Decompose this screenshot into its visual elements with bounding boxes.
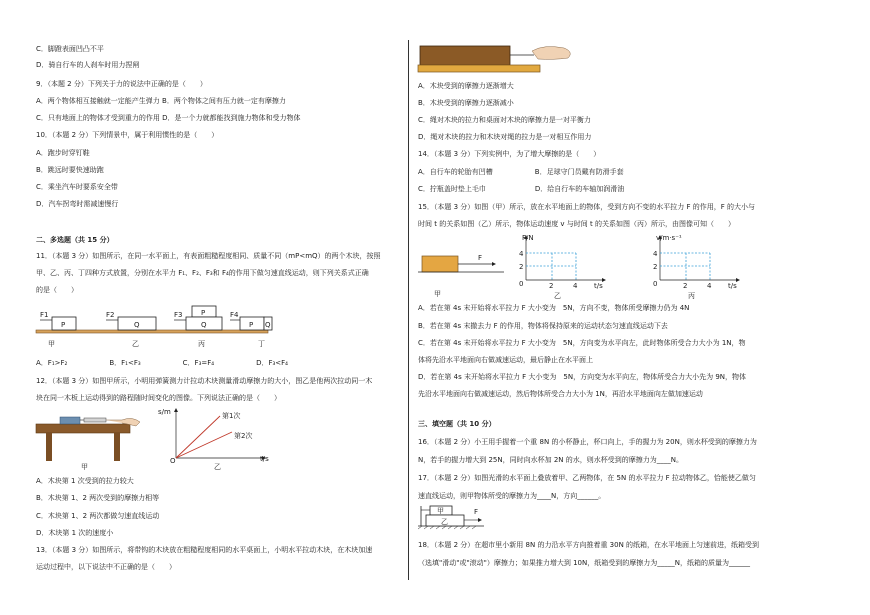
caption: 乙 [214, 463, 221, 471]
text-line: A．木块受到的摩擦力逐渐增大 [418, 82, 514, 90]
tick-label: 4 [707, 282, 712, 290]
figure-13 [418, 42, 578, 76]
block-label: 乙 [441, 518, 448, 526]
text-line: C．脚蹬表面凹凸不平 [36, 45, 104, 53]
block-label: P [249, 321, 254, 329]
text-line: D．木块第 1 次的速度小 [36, 529, 114, 537]
question-13: 13．（本题 3 分）如图所示，将带钩的木块放在粗糙程度相同的水平桌面上，小明水平拉动木块，在木块加速 [36, 546, 373, 554]
question-17: 17．（本题 2 分）如图光滑的水平面上叠放着甲、乙两物体，在 5N 的水平拉力 F 拉动物体乙，恰能使乙做匀 [418, 474, 756, 482]
axis-label: t/s [260, 455, 269, 463]
wooden-block [60, 417, 80, 424]
hand-icon [532, 47, 570, 60]
text-line: 体将先沿水平地面向右做减速运动，最后静止在水平面上 [418, 356, 593, 364]
text-line: A．跑步时穿钉鞋 [36, 149, 90, 157]
origin-label: 0 [653, 280, 658, 288]
origin-label: 0 [519, 280, 524, 288]
text-line: 运动过程中，以下说法中不正确的是（ ） [36, 563, 176, 571]
force-label: F [474, 508, 479, 516]
force-label: F1 [40, 311, 49, 319]
tick-label: 2 [653, 263, 658, 271]
caption: 甲 [434, 290, 441, 298]
text-line: C．若在第 4s 末开始将水平拉力 F 大小变为 5N，方向变为水平向左，此时物体所受合力大小为 1N，物 [418, 339, 746, 347]
column-divider [408, 40, 409, 580]
tick-label: 2 [549, 282, 554, 290]
text-line: B．木块受到的摩擦力逐渐减小 [418, 99, 514, 107]
figure-15-force-graph [518, 236, 608, 288]
text-line: A．F₁>F₂ B．F₁<F₃ C．F₃=F₄ D．F₃<F₄ [36, 359, 288, 367]
wooden-block [420, 46, 510, 65]
text-line: 的是（ ） [36, 286, 78, 294]
figure-17 [418, 504, 498, 530]
caption: 乙 [554, 292, 561, 300]
block-label: P [61, 321, 66, 329]
text-line: A．两个物体相互接触就一定能产生弹力 B．两个物体之间有压力就一定有摩擦力 [36, 97, 286, 105]
caption: 丙 [688, 292, 695, 300]
block-label: Q [201, 321, 207, 329]
force-label: F4 [230, 311, 239, 319]
axis-label: t/s [728, 282, 737, 290]
line-trial-2 [176, 432, 232, 458]
text-line: C．木块第 1、2 两次都做匀速直线运动 [36, 512, 160, 520]
text-line: B．若在第 4s 末撤去力 F 的作用，物体将保持原来的运动状态匀速直线运动下去 [418, 322, 668, 330]
spring-scale [84, 418, 106, 422]
text-line: A．自行车的轮胎有凹槽 B．足球守门员戴有防滑手套 [418, 168, 624, 176]
tick-label: 4 [573, 282, 578, 290]
question-12: 12．（本题 3 分）如图甲所示，小明用弹簧测力计拉动木块测量滑动摩擦力的大小，图乙是他两次拉动同一木 [36, 377, 373, 385]
caption: 丁 [258, 340, 265, 348]
question-9: 9．（本题 2 分）下列关于力的说法中正确的是（ ） [36, 80, 207, 88]
text-line: D．汽车拐弯时需减速慢行 [36, 200, 119, 208]
question-15: 15．（本题 3 分）如图（甲）所示，放在水平地面上的物体，受到方向不变的水平拉力 F 的作用，F 的大小与 [418, 203, 756, 211]
text-line: （选填"滑动"或"滚动"）摩擦力；如果推力增大到 10N，纸箱受到的摩擦力为_____N，纸箱的质量为______ [418, 559, 750, 567]
figure-15-block [418, 250, 508, 280]
table-leg [114, 433, 120, 461]
question-11: 11．（本题 3 分）如图所示，在同一水平面上，有表面粗糙程度相同、质量不同（mP<mQ）的两个木块，按照 [36, 252, 381, 260]
block-label: 甲 [437, 507, 444, 515]
text-line: D．绳对木块的拉力和木块对绳的拉力是一对相互作用力 [418, 133, 592, 141]
object-block [422, 256, 458, 272]
force-label: F2 [106, 311, 115, 319]
section-title: 二、多选题（共 15 分） [36, 236, 114, 244]
text-line: C．乘坐汽车时要系安全带 [36, 183, 118, 191]
table-surface [418, 65, 540, 72]
caption: 甲 [81, 463, 88, 471]
figure-12-table [36, 410, 146, 462]
table-leg [46, 433, 52, 461]
text-line: D．若在第 4s 末开始将水平拉力 F 大小变为 5N，方向变为水平向左，物体所受合力大小先为 9N，物体 [418, 373, 747, 381]
section-title: 三、填空题（共 10 分） [418, 420, 496, 428]
caption: 乙 [132, 340, 139, 348]
text-line: B．跳远时要快速助跑 [36, 166, 104, 174]
text-line: N，若手的握力增大到 25N，同时向水杯加 2N 的水，则水杯受到的摩擦力为____N。 [418, 456, 683, 464]
axis-label: s/m [158, 408, 171, 416]
line-trial-1 [176, 416, 220, 458]
block-label: Q [265, 321, 271, 329]
text-line: 速直线运动，则甲物体所受的摩擦力为____N，方向______。 [418, 492, 606, 500]
figure-15-velocity-graph [652, 236, 742, 288]
text-line: A．木块第 1 次受到的拉力较大 [36, 477, 134, 485]
question-10: 10．（本题 2 分）下列情景中，属于利用惯性的是（ ） [36, 131, 219, 139]
line-label: 第2次 [234, 432, 253, 440]
block-label: P [201, 309, 206, 317]
text-line: 先沿水平地面向右做减速运动，然后物体所受合力大小为 1N，再沿水平地面向左做加速运动 [418, 390, 703, 398]
text-line: C．拧瓶盖时垫上毛巾 D．给自行车的车轴加润滑油 [418, 185, 625, 193]
caption: 甲 [48, 340, 55, 348]
block-label: Q [134, 321, 140, 329]
caption: 丙 [198, 340, 205, 348]
text-line: 块在同一木板上运动得到的路程随时间变化的图像。下列说法正确的是（ ） [36, 394, 281, 402]
text-line: D．骑自行车的人刹车时用力捏闸 [36, 61, 140, 69]
text-line: C．只有地面上的物体才受到重力的作用 D．是一个力就都能找到施力物体和受力物体 [36, 114, 301, 122]
text-line: 时间 t 的关系如图（乙）所示，物体运动速度 v 与时间 t 的关系如图（丙）所示，由图像可知（ ） [418, 220, 735, 228]
tick-label: 4 [519, 250, 524, 258]
ground-surface [36, 330, 268, 333]
origin-label: O [170, 457, 176, 465]
text-line: 甲、乙、丙、丁四种方式放置，分别在水平力 F₁、F₂、F₃和 F₄的作用下做匀速直线运动，则下列关系式正确 [36, 269, 369, 277]
line-label: 第1次 [222, 412, 241, 420]
tick-label: 4 [653, 250, 658, 258]
force-label: F [478, 254, 483, 262]
question-18: 18．（本题 2 分）在超市里小新用 8N 的力沿水平方向推着重 30N 的纸箱，在水平地面上匀速前进，纸箱受到 [418, 541, 760, 549]
tick-label: 2 [683, 282, 688, 290]
text-line: B．木块第 1、2 两次受到的摩擦力相等 [36, 494, 160, 502]
table-top [36, 424, 130, 433]
text-line: C．绳对木块的拉力和桌面对木块的摩擦力是一对平衡力 [418, 116, 591, 124]
axis-label: t/s [594, 282, 603, 290]
tick-label: 2 [519, 263, 524, 271]
figure-11 [36, 300, 276, 350]
question-16: 16．（本题 2 分）小王用手握着一个重 8N 的小杯静止，杯口向上，手的握力为 20N，则水杯受到的摩擦力为 [418, 438, 757, 446]
force-label: F3 [174, 311, 183, 319]
question-14: 14．（本题 3 分）下列实例中，为了增大摩擦的是（ ） [418, 150, 601, 158]
axis-label: v/m·s⁻¹ [656, 234, 682, 242]
axis-label: F/N [522, 234, 534, 242]
text-line: A．若在第 4s 末开始将水平拉力 F 大小变为 5N，方向不变，物体所受摩擦力仍为 4N [418, 304, 690, 312]
